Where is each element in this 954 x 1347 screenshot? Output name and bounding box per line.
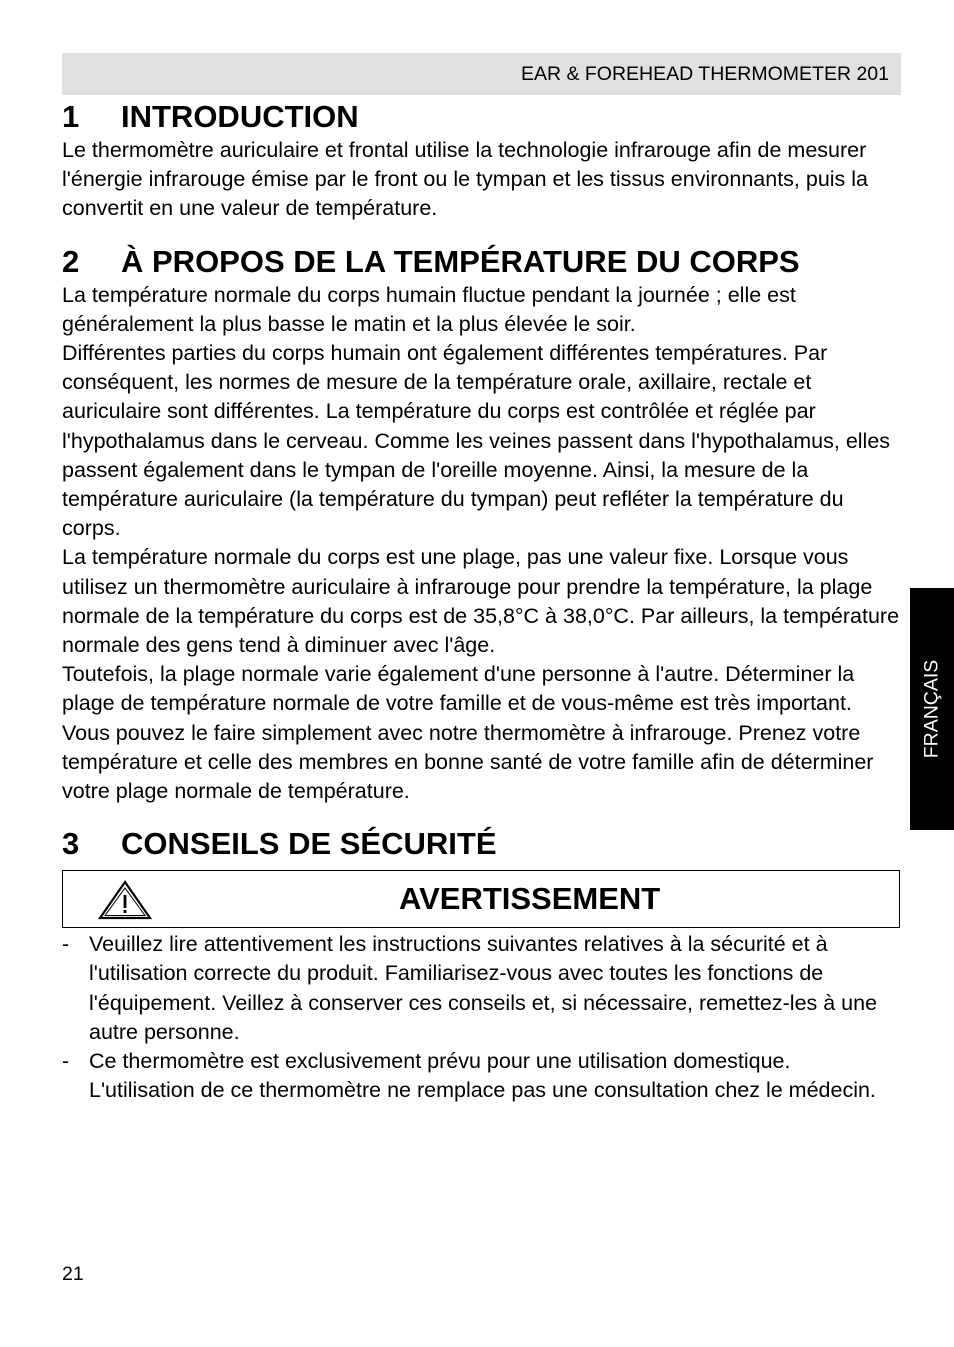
paragraph: Toutefois, la plage normale varie également d'une personne à l'autre. Déterminer la plage de température normale de votre famille et de vous-même est très important. Vous pouvez le faire simplement avec notre thermomètre à infrarouge. Prenez votre température et celle des membres en bonne santé de votre famille afin de déterminer votre plage normale de température. xyxy=(62,662,874,804)
section-number: 1 xyxy=(62,99,80,134)
section-heading-introduction xyxy=(62,98,900,136)
list-item xyxy=(62,1047,900,1105)
warning-triangle-icon xyxy=(97,879,153,921)
list-item xyxy=(62,930,900,1047)
header-title: EAR & FOREHEAD THERMOMETER 201 xyxy=(520,63,889,85)
list-item-text: Veuillez lire attentivement les instructions suivantes relatives à la sécurité et à l'utilisation correcte du produit. Familiarisez-vous avec toutes les fonctions de l'équipement. Veillez à conserver ces conseils et, si nécessaire, remettez-les à une autre personne. xyxy=(89,932,878,1044)
paragraph: La température normale du corps humain fluctue pendant la journée ; elle est généralement la plus basse le matin et la plus élevée le soir. xyxy=(62,282,796,336)
running-header xyxy=(62,53,901,95)
section-title: CONSEILS DE SÉCURITÉ xyxy=(121,826,497,862)
list-item-text: Ce thermomètre est exclusivement prévu pour une utilisation domestique. L'utilisation de ce thermomètre ne remplace pas une consultation chez le médecin. xyxy=(89,1049,876,1103)
section-number: 2 xyxy=(62,243,80,279)
warning-label: AVERTISSEMENT xyxy=(399,881,661,917)
paragraph: Le thermomètre auriculaire et frontal utilise la technologie infrarouge afin de mesurer l'énergie infrarouge émise par le front ou le tympan et les tissus environnants, puis la convertit en une valeur de température. xyxy=(62,138,869,221)
language-tab xyxy=(910,588,954,830)
section-title: À PROPOS DE LA TEMPÉRATURE DU CORPS xyxy=(121,243,800,279)
section-heading-body-temperature xyxy=(62,243,900,281)
warning-box xyxy=(62,870,900,928)
page-content xyxy=(62,98,900,1105)
paragraph: La température normale du corps est une plage, pas une valeur fixe. Lorsque vous utilisez un thermomètre auriculaire à infrarouge pour prendre la température, la plage normale de la température du corps est de 35,8°C à 38,0°C. Par ailleurs, la température normale des gens tend à diminuer avec l'âge. xyxy=(62,545,900,658)
section-heading-safety xyxy=(62,825,900,863)
paragraph: Différentes parties du corps humain ont également différentes températures. Par conséquent, les normes de mesure de la température orale, axillaire, rectale et auriculaire sont différentes. La température du corps est contrôlée et réglée par l'hypothalamus dans le cerveau. Comme les veines passent dans l'hypothalamus, elles passent également dans le tympan de l'oreille moyenne. Ainsi, la mesure de la température auriculaire (la température du tympan) peut refléter la température du corps. xyxy=(62,341,891,541)
page-number: 21 xyxy=(62,1263,84,1285)
section-number: 3 xyxy=(62,826,80,862)
list-bullet: - xyxy=(62,1049,70,1074)
language-tab-label: FRANÇAIS xyxy=(920,659,943,759)
safety-list xyxy=(62,930,900,1105)
section-title: INTRODUCTION xyxy=(121,99,359,134)
list-bullet: - xyxy=(62,932,70,957)
